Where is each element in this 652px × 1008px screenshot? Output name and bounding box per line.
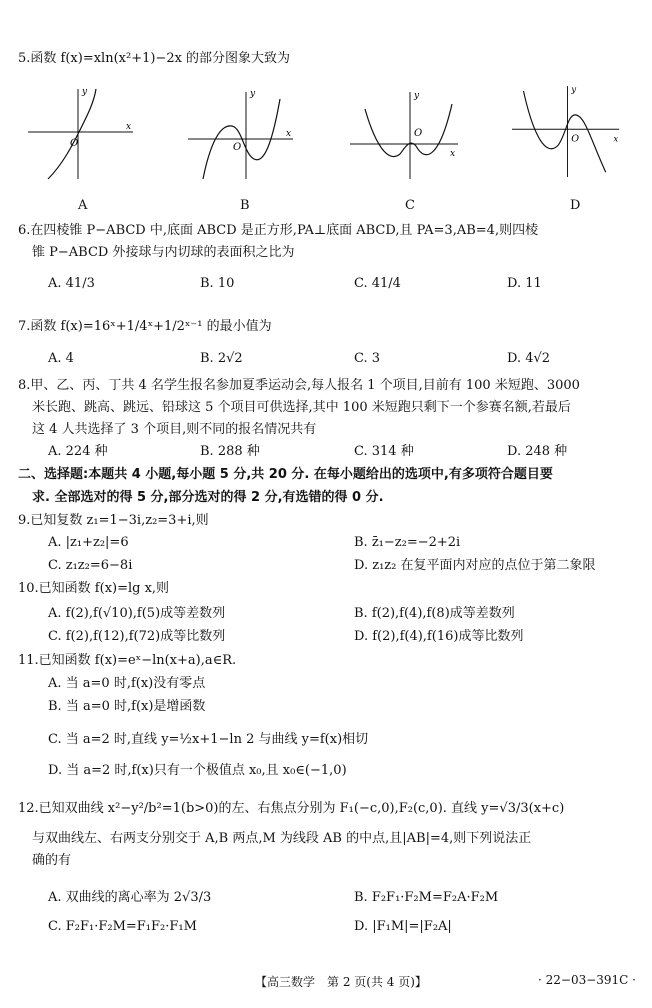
origin-label: O <box>233 142 242 153</box>
q8-line2: 米长跑、跳高、跳远、铅球这 5 个项目可供选择,其中 100 米短跑只剩下一个参赛名额,若最后 <box>32 400 571 415</box>
q6-line2: 锥 P−ABCD 外接球与内切球的表面积之比为 <box>32 245 295 260</box>
footer-code: · 22−03−391C · <box>538 973 636 987</box>
q8-line1: 8.甲、乙、丙、丁共 4 名学生报名参加夏季运动会,每人报名 1 个项目,目前有 100 米短跑、3000 <box>18 378 580 393</box>
graph-b <box>188 84 298 184</box>
graph-b-label: B <box>240 198 250 213</box>
graph-d-label: D <box>570 198 581 213</box>
q7-option-c: C. 3 <box>354 351 381 366</box>
q11-option-b: B. 当 a=0 时,f(x)是增函数 <box>48 699 206 714</box>
q8-option-b: B. 288 种 <box>200 444 260 459</box>
q6-option-c: C. 41/4 <box>354 276 401 291</box>
q9-stem: 9.已知复数 z₁=1−3i,z₂=3+i,则 <box>18 513 209 528</box>
q11-stem: 11.已知函数 f(x)=eˣ−ln(x+a),a∈R. <box>18 653 237 668</box>
graph-c <box>350 84 460 184</box>
q12-line2: 与双曲线左、右两支分别交于 A,B 两点,M 为线段 AB 的中点,且|AB|=4,则下列说法正 <box>32 831 532 846</box>
q7-stem: 7.函数 f(x)=16ˣ+1/4ˣ+1/2ˣ⁻¹ 的最小值为 <box>18 319 272 334</box>
q9-option-c: C. z₁z₂=6−8i <box>48 558 133 573</box>
graph-d <box>512 84 622 184</box>
q12-option-d: D. |F₁M|=|F₂A| <box>354 919 452 934</box>
q7-option-d: D. 4√2 <box>507 351 551 366</box>
q8-line3: 这 4 人共选择了 3 个项目,则不同的报名情况共有 <box>32 422 317 437</box>
q5-stem: 5.函数 f(x)=xln(x²+1)−2x 的部分图象大致为 <box>18 51 291 66</box>
q8-option-c: C. 314 种 <box>354 444 414 459</box>
curve <box>523 91 605 172</box>
curve <box>365 104 452 157</box>
origin-label: O <box>70 138 79 149</box>
q12-option-c: C. F₂F₁·F₂M=F₁F₂·F₁M <box>48 919 197 934</box>
q12-line3: 确的有 <box>32 853 72 868</box>
q10-option-d: D. f(2),f(4),f(16)成等比数列 <box>354 629 524 644</box>
graph-a <box>28 84 138 184</box>
q12-option-a: A. 双曲线的离心率为 2√3/3 <box>48 890 212 905</box>
x-label: x <box>126 122 132 132</box>
q6-line1: 6.在四棱锥 P−ABCD 中,底面 ABCD 是正方形,PA⊥底面 ABCD,且 PA=3,AB=4,则四棱 <box>18 223 539 238</box>
q11-option-d: D. 当 a=2 时,f(x)只有一个极值点 x₀,且 x₀∈(−1,0) <box>48 763 347 778</box>
q11-option-c: C. 当 a=2 时,直线 y=½x+1−ln 2 与曲线 y=f(x)相切 <box>48 732 369 747</box>
q10-stem: 10.已知函数 f(x)=lg x,则 <box>18 581 170 596</box>
q12-option-b: B. F₂F₁·F₂M=F₂A·F₂M <box>354 890 499 905</box>
q10-option-b: B. f(2),f(4),f(8)成等差数列 <box>354 606 515 621</box>
y-label: y <box>571 84 577 95</box>
q10-option-c: C. f(2),f(12),f(72)成等比数列 <box>48 629 226 644</box>
q9-option-a: A. |z₁+z₂|=6 <box>48 535 129 550</box>
graph-a-label: A <box>78 198 88 213</box>
x-label: x <box>286 129 292 139</box>
q8-option-a: A. 224 种 <box>48 444 108 459</box>
q6-option-b: B. 10 <box>200 276 235 291</box>
q9-option-b: B. z̄₁−z₂=−2+2i <box>354 535 461 550</box>
q8-option-d: D. 248 种 <box>507 444 568 459</box>
graph-c-label: C <box>405 198 415 213</box>
q11-option-a: A. 当 a=0 时,f(x)没有零点 <box>48 676 206 691</box>
y-label: y <box>414 91 420 101</box>
q7-option-b: B. 2√2 <box>200 351 243 366</box>
origin-label: O <box>571 133 580 145</box>
origin-label: O <box>414 128 423 139</box>
q6-option-d: D. 11 <box>507 276 542 291</box>
section2-line1: 二、选择题:本题共 4 小题,每小题 5 分,共 20 分. 在每小题给出的选项中,有多项符合题目要 <box>18 467 553 482</box>
footer-page-info: 【高三数学 第 2 页(共 4 页)】 <box>255 975 427 989</box>
q6-option-a: A. 41/3 <box>48 276 95 291</box>
x-label: x <box>613 134 619 145</box>
q10-option-a: A. f(2),f(√10),f(5)成等差数列 <box>48 606 226 621</box>
q12-line1: 12.已知双曲线 x²−y²/b²=1(b>0)的左、右焦点分别为 F₁(−c,0),F₂(c,0). 直线 y=√3/3(x+c) <box>18 801 565 816</box>
q9-option-d: D. z₁z₂ 在复平面内对应的点位于第二象限 <box>354 558 596 573</box>
curve <box>48 89 96 179</box>
x-label: x <box>450 149 456 159</box>
y-label: y <box>250 89 256 99</box>
y-label: y <box>82 87 88 97</box>
q7-option-a: A. 4 <box>48 351 74 366</box>
section2-line2: 求. 全部选对的得 5 分,部分选对的得 2 分,有选错的得 0 分. <box>32 490 384 505</box>
